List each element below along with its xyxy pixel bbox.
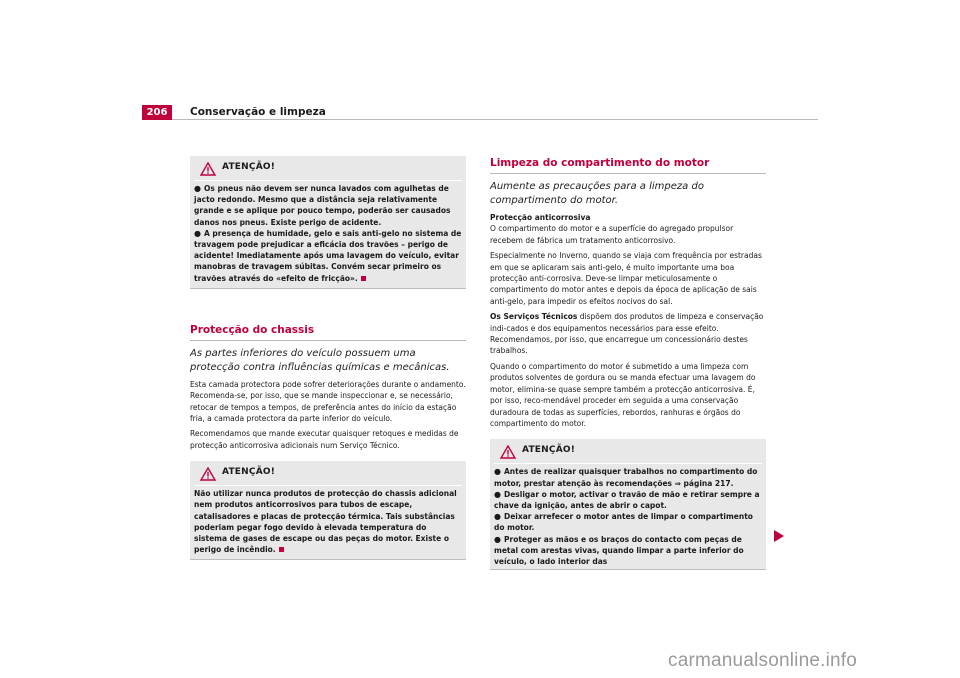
next-page-arrow-icon[interactable] — [774, 527, 784, 546]
bullet-icon: ● — [494, 512, 501, 522]
page-reference-link[interactable]: ⇒ página 217. — [674, 478, 734, 488]
bullet-icon: ● — [494, 467, 501, 477]
paragraph-text: dispõem dos produtos de limpeza e conservação indi-cados e dos equipamentos necessários para esse efeito. Recomendamos, por isso, que encarregue um concessionário destes trabalhos. — [490, 312, 764, 356]
warning-item-text: Os pneus não devem ser nunca lavados com agulhetas de jacto redondo. Mesmo que a distância seja relativamente grande e se aplique por pouco tempo, poderão ser causados danos nos pneus. Existe perigo de acidente. — [194, 184, 451, 227]
section-title-chassis: Protecção do chassis — [190, 323, 466, 341]
warning-body — [494, 464, 762, 567]
left-column — [190, 156, 466, 560]
warning-box-engine — [490, 439, 766, 570]
warning-item — [494, 534, 762, 568]
watermark: carmanualsonline.info — [668, 650, 858, 671]
bullet-icon: ● — [494, 534, 501, 544]
section-title-engine: Limpeza do compartimento do motor — [490, 156, 766, 174]
warning-header — [194, 461, 462, 486]
warning-body — [194, 486, 462, 555]
header-rule — [172, 119, 818, 120]
warning-box-tyres — [190, 156, 466, 289]
warning-item — [494, 466, 762, 488]
body-paragraph: Esta camada protectora pode sofrer deteriorações durante o andamento. Recomenda-se, por isso, que se mande inspeccionar e, se necessário, retocar de tempos a tempos, de preferência antes do início da estação fria, a camada protectora da parte inferior do veículo. — [190, 379, 466, 424]
warning-title: ATENÇÃO! — [222, 467, 276, 478]
warning-title: ATENÇÃO! — [522, 445, 576, 456]
warning-triangle-icon — [200, 466, 216, 485]
end-of-section-icon — [361, 276, 366, 281]
section-lead: As partes inferiores do veículo possuem uma protecção contra influências químicas e mecânicas. — [190, 347, 450, 373]
inline-bold-text: Os Serviços Técnicos — [490, 312, 578, 322]
body-paragraph: O compartimento do motor e a superfície do agregado propulsor recebem de fábrica um tratamento anticorrosivo. — [490, 224, 734, 245]
warning-item-text: Proteger as mãos e os braços do contacto com peças de metal com arestas vivas, quando limpar a parte inferior do veículo, o lado interior das — [494, 534, 744, 566]
chapter-title: Conservação e limpeza — [190, 106, 326, 118]
section-lead: Aumente as precauções para a limpeza do compartimento do motor. — [490, 181, 704, 206]
bullet-icon: ● — [194, 228, 201, 238]
warning-item — [194, 183, 462, 228]
warning-triangle-icon — [200, 161, 216, 180]
warning-item — [494, 489, 762, 511]
warning-item — [194, 228, 462, 284]
right-column — [490, 156, 766, 570]
page-number: 206 — [142, 105, 172, 120]
warning-item-text: Não utilizar nunca produtos de protecção do chassis adicional nem produtos anticorrosivos para tubos de escape, catalisadores e placas de protecção térmica. Tais substâncias poderiam pegar fogo devido à elevada temperatura do sistema de gases de escape ou das peças do motor. Existe o perigo de incêndio. — [194, 489, 457, 555]
warning-item-text: Deixar arrefecer o motor antes de limpar o compartimento do motor. — [494, 512, 753, 533]
warning-title: ATENÇÃO! — [222, 162, 276, 172]
subheading: Protecção anticorrosiva — [490, 213, 591, 222]
warning-item — [494, 511, 762, 533]
bullet-icon: ● — [194, 184, 201, 193]
warning-item-text: A presença de humidade, gelo e sais anti-gelo no sistema de travagem pode prejudicar a eficácia dos travões – perigo de acidente! Imediatamente após uma lavagem do veículo, evitar manobras de travagem súbitas. Convém secar primeiro os travões através do «efeito de fricção». — [194, 228, 462, 283]
end-of-section-icon — [279, 547, 284, 552]
bullet-icon: ● — [494, 489, 501, 499]
warning-header — [494, 439, 762, 464]
warning-triangle-icon — [500, 444, 516, 463]
warning-item-text: Antes de realizar quaisquer trabalhos no compartimento do motor, prestar atenção às recomendações — [494, 467, 758, 488]
body-paragraph: Quando o compartimento do motor é submetido a uma limpeza com produtos solventes de gordura ou se manda efectuar uma lavagem do motor, elimina-se quase sempre também a protecção anticorrosiva. É, por isso, reco-mendável proceder em seguida a uma conservação duradoura de todas as superfícies, rebordos, ranhuras e órgãos do compartimento do motor. — [490, 361, 756, 428]
warning-box-chassis — [190, 461, 466, 560]
warning-body — [194, 181, 462, 284]
body-paragraph — [490, 311, 766, 357]
warning-item — [194, 488, 462, 555]
body-paragraph: Especialmente no Inverno, quando se viaja com frequência por estradas em que se aplicaram sais anti-gelo, é muito importante uma boa protecção anti-corrosiva. Deve-se limpar meticulosamente o compartimento do motor antes e depois da época de aplicação de sais anti-gelo, para impedir os efeitos nocivos do sal. — [490, 251, 762, 306]
body-paragraph: Recomendamos que mande executar quaisquer retoques e medidas de protecção anticorrosiva adicionais num Serviço Técnico. — [190, 429, 459, 450]
warning-header — [194, 156, 462, 181]
warning-item-text: Desligar o motor, activar o travão de mão e retirar sempre a chave da ignição, antes de abrir o capot. — [494, 489, 760, 510]
